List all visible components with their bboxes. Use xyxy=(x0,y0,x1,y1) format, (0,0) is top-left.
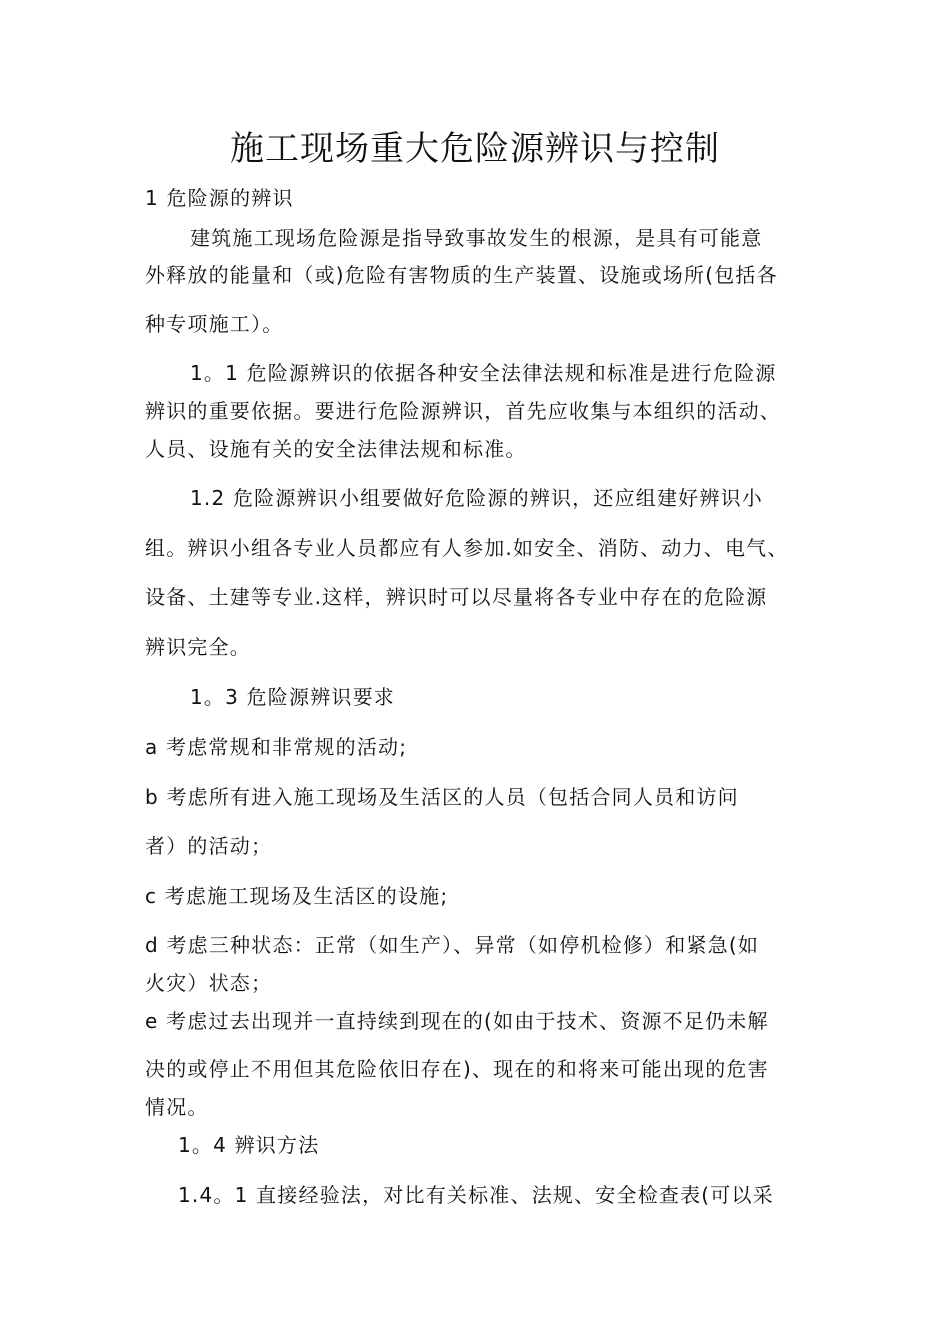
list-item: b 考虑所有进入施工现场及生活区的人员（包括合同人员和访问 xyxy=(145,785,739,809)
list-item: a 考虑常规和非常规的活动; xyxy=(145,735,408,759)
paragraph-line: 外释放的能量和（或)危险有害物质的生产装置、设施或场所(包括各 xyxy=(145,263,778,287)
paragraph-line: 建筑施工现场危险源是指导致事故发生的根源，是具有可能意 xyxy=(190,226,763,250)
document-title: 施工现场重大危险源辨识与控制 xyxy=(230,129,720,169)
paragraph-line: 设备、土建等专业.这样，辨识时可以尽量将各专业中存在的危险源 xyxy=(145,585,768,609)
paragraph-line: 辨识的重要依据。要进行危险源辨识，首先应收集与本组织的活动、 xyxy=(145,399,781,423)
paragraph-line: 1.4。1 直接经验法，对比有关标准、法规、安全检查表(可以采 xyxy=(178,1183,774,1207)
list-item: d 考虑三种状态：正常（如生产）、异常（如停机检修）和紧急(如 xyxy=(145,933,760,957)
paragraph-line: 辨识完全。 xyxy=(145,635,251,659)
list-item: 火灾）状态； xyxy=(145,971,273,995)
list-item: e 考虑过去出现并一直持续到现在的(如由于技术、资源不足仍未解 xyxy=(145,1009,769,1033)
list-item: 决的或停止不用但其危险依旧存在)、现在的和将来可能出现的危害 xyxy=(145,1057,769,1081)
section-heading: 1 危险源的辨识 xyxy=(145,186,294,210)
list-item: c 考虑施工现场及生活区的设施; xyxy=(145,884,449,908)
subsection-heading: 1。3 危险源辨识要求 xyxy=(190,685,396,709)
paragraph-line: 1。1 危险源辨识的依据各种安全法律法规和标准是进行危险源 xyxy=(190,361,777,385)
paragraph-line: 种专项施工）。 xyxy=(145,312,284,336)
list-item: 者）的活动； xyxy=(145,834,273,858)
list-item: 情况。 xyxy=(145,1095,209,1119)
subsection-heading: 1。4 辨识方法 xyxy=(178,1133,320,1157)
paragraph-line: 人员、设施有关的安全法律法规和标准。 xyxy=(145,437,527,461)
paragraph-line: 1.2 危险源辨识小组要做好危险源的辨识，还应组建好辨识小 xyxy=(190,486,763,510)
paragraph-line: 组。辨识小组各专业人员都应有人参加.如安全、消防、动力、电气、 xyxy=(145,536,789,560)
